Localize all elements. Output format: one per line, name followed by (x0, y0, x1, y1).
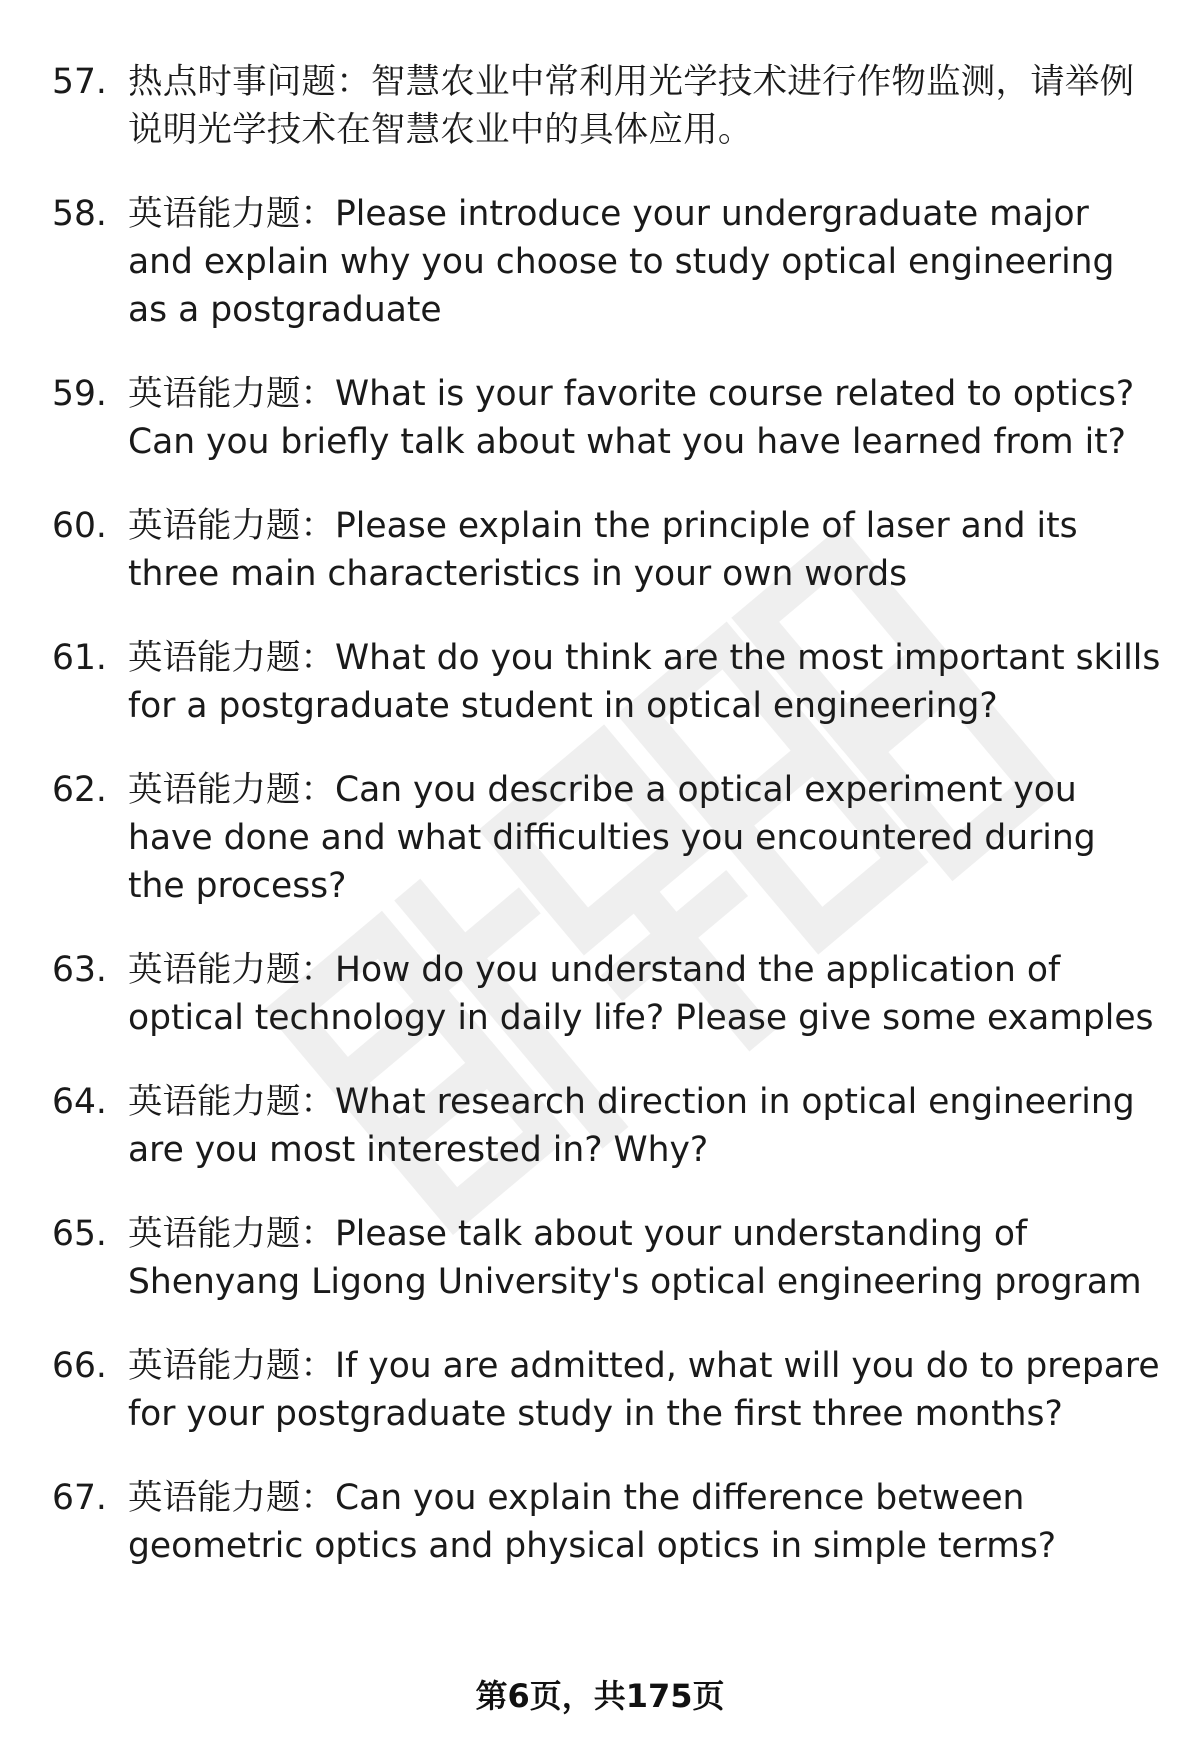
question-number: 60. (52, 506, 107, 546)
question-number: 58. (52, 194, 107, 234)
question-number: 62. (52, 770, 107, 810)
question-text: 英语能力题：Please explain the principle of laser and its three main characteristics in your own words (128, 506, 1078, 594)
question-item-66 (52, 1342, 1162, 1438)
question-text: 英语能力题：Can you describe a optical experiment you have done and what difficulties you encountered during the process? (128, 770, 1096, 906)
question-item-57 (52, 58, 1162, 154)
question-item-61 (52, 634, 1162, 730)
page-number-footer: 第6页，共175页 (475, 1677, 725, 1715)
question-text: 英语能力题：Please talk about your understanding of Shenyang Ligong University's optical engineering program (128, 1214, 1142, 1302)
question-number: 57. (52, 62, 107, 102)
question-text: 英语能力题：If you are admitted, what will you do to prepare for your postgraduate study in the first three months? (128, 1346, 1160, 1434)
question-item-65 (52, 1210, 1162, 1306)
question-item-62 (52, 766, 1162, 910)
question-text: 英语能力题：What is your favorite course related to optics? Can you briefly talk about what you have learned from it? (128, 374, 1135, 462)
question-number: 66. (52, 1346, 107, 1386)
question-item-64 (52, 1078, 1162, 1174)
question-item-59 (52, 370, 1162, 466)
question-text: 英语能力题：Can you explain the difference between geometric optics and physical optics in simple terms? (128, 1478, 1057, 1566)
question-item-67 (52, 1474, 1162, 1570)
question-text: 英语能力题：What research direction in optical engineering are you most interested in? Why? (128, 1082, 1135, 1170)
question-item-63 (52, 946, 1162, 1042)
question-text: 热点时事问题：智慧农业中常利用光学技术进行作物监测，请举例说明光学技术在智慧农业中的具体应用。 (128, 62, 1135, 150)
question-text: 英语能力题：What do you think are the most important skills for a postgraduate student in optical engineering? (128, 638, 1161, 726)
question-number: 65. (52, 1214, 107, 1254)
question-number: 67. (52, 1478, 107, 1518)
question-item-60 (52, 502, 1162, 598)
question-number: 61. (52, 638, 107, 678)
question-number: 64. (52, 1082, 107, 1122)
question-text: 英语能力题：How do you understand the application of optical technology in daily life? Please give some examples (128, 950, 1154, 1038)
question-text: 英语能力题：Please introduce your undergraduate major and explain why you choose to study optical engineering as a postgraduate (128, 194, 1115, 330)
question-list (52, 58, 1162, 1606)
question-number: 63. (52, 950, 107, 990)
question-item-58 (52, 190, 1162, 334)
question-number: 59. (52, 374, 107, 414)
